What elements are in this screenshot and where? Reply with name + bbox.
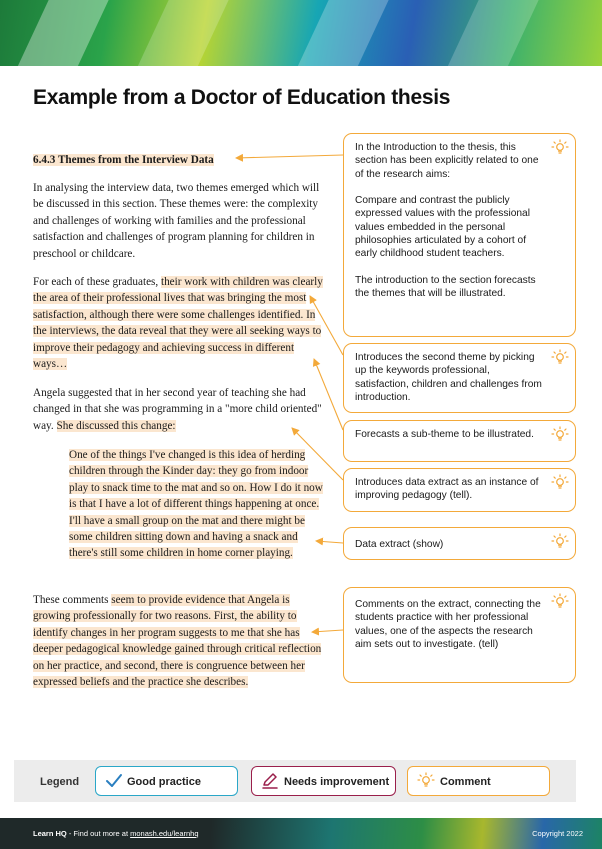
quote-text: One of the things I've changed is this idea of herding children through the Kinder day: they go from indoor play to snack time to the mat and so on. How I do it now is that I have a lot of different things happening at once. I'll have a small group on the mat and there might be some children sitting down and having a snack and there's still some children in home corner playing. [69, 449, 323, 560]
arrow-extract [316, 541, 343, 543]
comment-1-part-1: In the Introduction to the thesis, this section has been explicitly related to one of the research aims: [355, 142, 539, 180]
paragraph-3-lead: Angela suggested that in her second year of teaching she had changed in that she was programming in a "more child oriented" way. [33, 387, 322, 432]
comment-3-text: Forecasts a sub-theme to be illustrated. [355, 429, 534, 440]
footer-find-more: - Find out more at [66, 829, 131, 838]
comment-1-part-3: The introduction to the section forecasts the themes that will be illustrated. [355, 274, 536, 300]
comment-5-text: Data extract (show) [355, 539, 444, 550]
arrow-pedagogy [314, 359, 343, 430]
legend-good-label: Good practice [127, 776, 201, 788]
comment-2-text: Introduces the second theme by picking up the keywords professional, satisfaction, children and challenges from introduction. [355, 352, 542, 403]
legend-needs-label: Needs improvement [284, 776, 390, 788]
arrow-comments [312, 630, 343, 632]
legend-label: Legend [40, 776, 80, 788]
comment-6-text: Comments on the extract, connecting the students practice with her professional values, one of the aspects the research aim sets out to investigate. (tell) [355, 599, 541, 650]
paragraph-3-highlight: She discussed this change: [56, 419, 176, 432]
paragraph-4-highlight: seem to provide evidence that Angela is growing professionally for two reasons. First, the ability to identify changes in her program suggests to me that she has deeper pedagogical knowledge gained through critical reflection on her practice, and second, there is congruence between her expressed beliefs and the practice she describes. [33, 594, 322, 689]
footer-text [33, 829, 199, 838]
legend-comment-label: Comment [440, 776, 491, 788]
footer-copyright: Copyright 2022 [532, 829, 583, 838]
legend-good-practice [95, 766, 238, 796]
footer [0, 818, 602, 849]
paragraph-4-lead: These comments [33, 594, 112, 606]
footer-link[interactable]: monash.edu/learnhq [130, 829, 199, 838]
page-title: Example from a Doctor of Education thesis [33, 86, 451, 109]
comment-4-text: Introduces data extract as an instance of improving pedagogy (tell). [355, 477, 539, 502]
paragraph-1: In analysing the interview data, two themes emerged which will be discussed in this section. These themes were: the complexity and challenges of working with families and the professional satisfaction and challenges of program planning for children in preschool or childcare. [33, 182, 320, 260]
arrow-heading [236, 155, 343, 158]
lightbulb-icon [417, 772, 435, 790]
pencil-icon [261, 773, 279, 789]
checkmark-icon [105, 773, 123, 789]
footer-brand: Learn HQ [33, 829, 67, 838]
paragraph-2-highlight: their work with children was clearly the area of their professional lives that was bringing the most satisfaction, although there were some challenges identified. In the interviews, the data reveal that they were all seeking ways to improve their pedagogy and achieving success in different ways… [33, 276, 323, 371]
comment-1-part-2: Compare and contrast the publicly expressed values with the professional values embedded in the personal philosophies articulated by a cohort of early childhood student teachers. [355, 195, 530, 260]
legend [14, 760, 576, 802]
section-heading-text: 6.4.3 Themes from the Interview Data [33, 154, 214, 166]
legend-needs-improvement [251, 766, 396, 796]
paragraph-2-lead: For each of these graduates, [33, 276, 161, 288]
legend-comment [407, 766, 550, 796]
arrow-change [292, 428, 343, 480]
arrow-paragraph-2 [310, 296, 343, 355]
